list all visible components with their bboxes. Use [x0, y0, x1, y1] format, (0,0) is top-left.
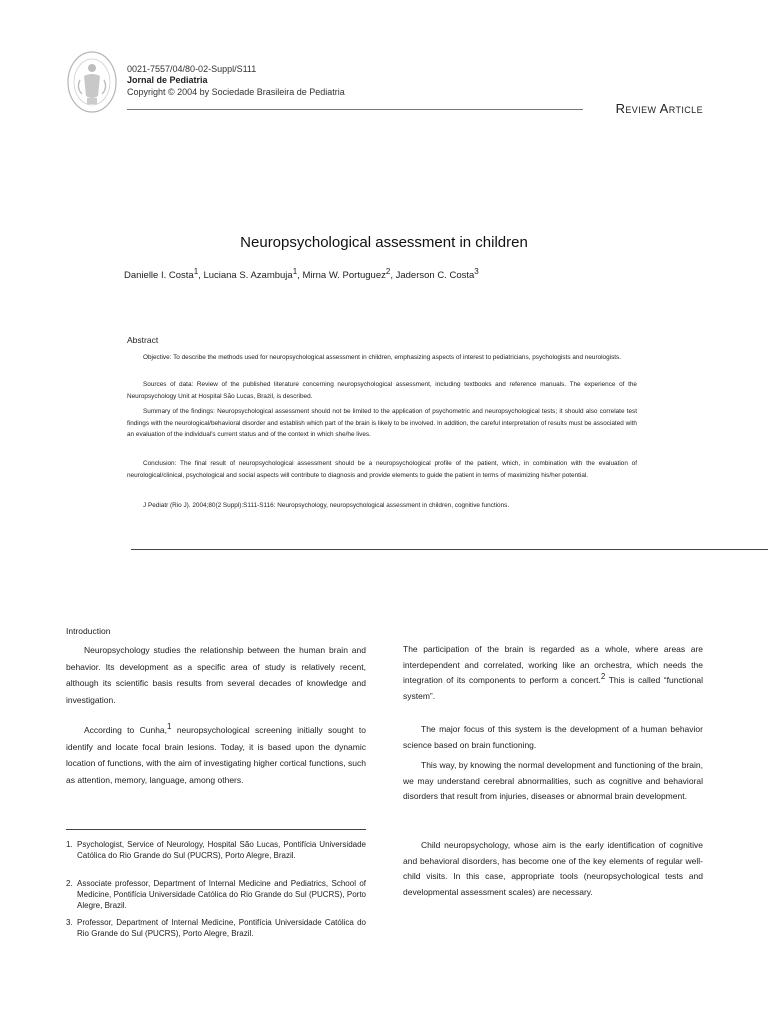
body-text: neuropsychological screening initially sought to identify and locate focal brain lesions. Today, it is based upon the dynamic location of functions, with the aim of investigating higher cortical functions, such as attention, memory, language, among others. [66, 725, 366, 785]
abstract-conclusion [127, 458, 637, 481]
footnote-text: Professor, Department of Internal Medicine, Pontifícia Universidade Católica do Rio Grande do Sul (PUCRS), Porto Alegre, Brazil. [77, 918, 366, 938]
author-affiliation-mark: 1 [292, 267, 298, 276]
body-paragraph [66, 722, 366, 788]
abstract-summary [127, 406, 637, 441]
introduction-heading: Introduction [66, 626, 111, 636]
author-separator: , [390, 270, 396, 281]
abstract-objective [127, 352, 637, 364]
author-affiliation-mark: 1 [193, 267, 199, 276]
reference-mark: 2 [600, 672, 606, 681]
article-title: Neuropsychological assessment in children [240, 234, 528, 251]
body-paragraph [403, 642, 703, 704]
footnote-text: Associate professor, Department of Internal Medicine and Pediatrics, School of Medicine, Pontifícia Universidade Católica do Rio Grande do Sul (PUCRS), Porto Alegre, Brazil. [77, 879, 366, 910]
body-text: This is called “functional system”. [403, 675, 703, 701]
author-affiliation-mark: 2 [385, 267, 391, 276]
author-name: Luciana S. Azambuja [203, 270, 293, 281]
footnote-number: 2. [66, 879, 73, 888]
journal-name: Jornal de Pediatria [127, 75, 208, 85]
header-divider [127, 109, 583, 110]
article-type: Review Article [615, 101, 703, 116]
body-text: According to Cunha, [84, 725, 168, 735]
journal-copyright: Copyright © 2004 by Sociedade Brasileira de Pediatria [127, 87, 345, 97]
body-paragraph: Child neuropsychology, whose aim is the early identification of cognitive and behavioral disorders, has become one of the key elements of regular well-child visits. In this case, appropriate tools (neuropsychological tests and developmental assessment scales) are necessary. [403, 840, 703, 897]
footnote [66, 839, 366, 861]
author-name: Mirna W. Portuguez [302, 270, 386, 281]
footnote [66, 917, 366, 939]
body-paragraph: Neuropsychology studies the relationship between the human brain and behavior. Its development as a specific area of study is relatively recent, although its scientific basis results from several decades of knowledge and investigation. [66, 645, 366, 705]
journal-issn: 0021-7557/04/80-02-Suppl/S111 [127, 64, 257, 74]
author-name: Jaderson C. Costa [395, 270, 475, 281]
author-list [124, 267, 479, 281]
author-affiliation-mark: 3 [474, 267, 479, 276]
footnote [66, 878, 366, 911]
abstract-sources-text: Sources of data: Review of the published literature concerning neuropsychological assessment, including textbooks and reference manuals. The experience of the Neuropsychology Unit at Hospital São Lucas, Brazil, is described. [127, 381, 637, 400]
body-paragraph: This way, by knowing the normal development and functioning of the brain, we may understand cerebral abnormalities, such as cognitive and behavioral disorders that result from injuries, diseases or abnormal brain development. [403, 760, 703, 801]
footnote-number: 3. [66, 918, 73, 927]
abstract-sources [127, 379, 637, 402]
journal-seal-logo [66, 50, 118, 114]
abstract-objective-text: Objective: To describe the methods used for neuropsychological assessment in children, emphasizing aspects of interest to pediatricians, psychologists and neurologists. [143, 354, 622, 361]
abstract-divider [131, 549, 768, 550]
reference-mark: 1 [167, 722, 172, 731]
footnote-number: 1. [66, 840, 73, 849]
footnote-text: Psychologist, Service of Neurology, Hospital São Lucas, Pontifícia Universidade Católica do Rio Grande do Sul (PUCRS), Porto Alegre, Brazil. [77, 840, 366, 860]
author-separator: , [297, 270, 303, 281]
author-name: Danielle I. Costa [124, 270, 194, 281]
abstract-conclusion-text: Conclusion: The final result of neuropsychological assessment should be a neuropsychological profile of the patient, which, in combination with the evaluation of neurological/clinical, psychological and social aspects will contribute to diagnosis and provide elements to guide the patient in terms of maximizing his/her potential. [127, 460, 637, 479]
author-separator: , [198, 270, 204, 281]
body-text: The participation of the brain is regarded as a whole, where areas are interdependent and correlated, working like an orchestra, which needs the integration of its components to perform a concert. [403, 644, 703, 685]
footnote-divider [66, 829, 366, 830]
body-paragraph: The major focus of this system is the development of a human behavior science based on brain functioning. [403, 724, 703, 750]
abstract-citation-text: J Pediatr (Rio J). 2004;80(2 Suppl):S111-S116: Neuropsychology, neuropsychological assessment in children, cognitive functions. [143, 502, 510, 509]
abstract-citation [127, 500, 637, 512]
abstract-summary-text: Summary of the findings: Neuropsychological assessment should not be limited to the application of psychometric and neuropsychological tests; it should also correlate test findings with the neurological/behavioral disorder and establish which part of the brain is likely to be involved. In addition, the careful interpretation of results must be associated with an evaluation of the individual's current status and of the context in which she/he lives. [127, 408, 637, 438]
abstract-heading: Abstract [127, 335, 159, 345]
